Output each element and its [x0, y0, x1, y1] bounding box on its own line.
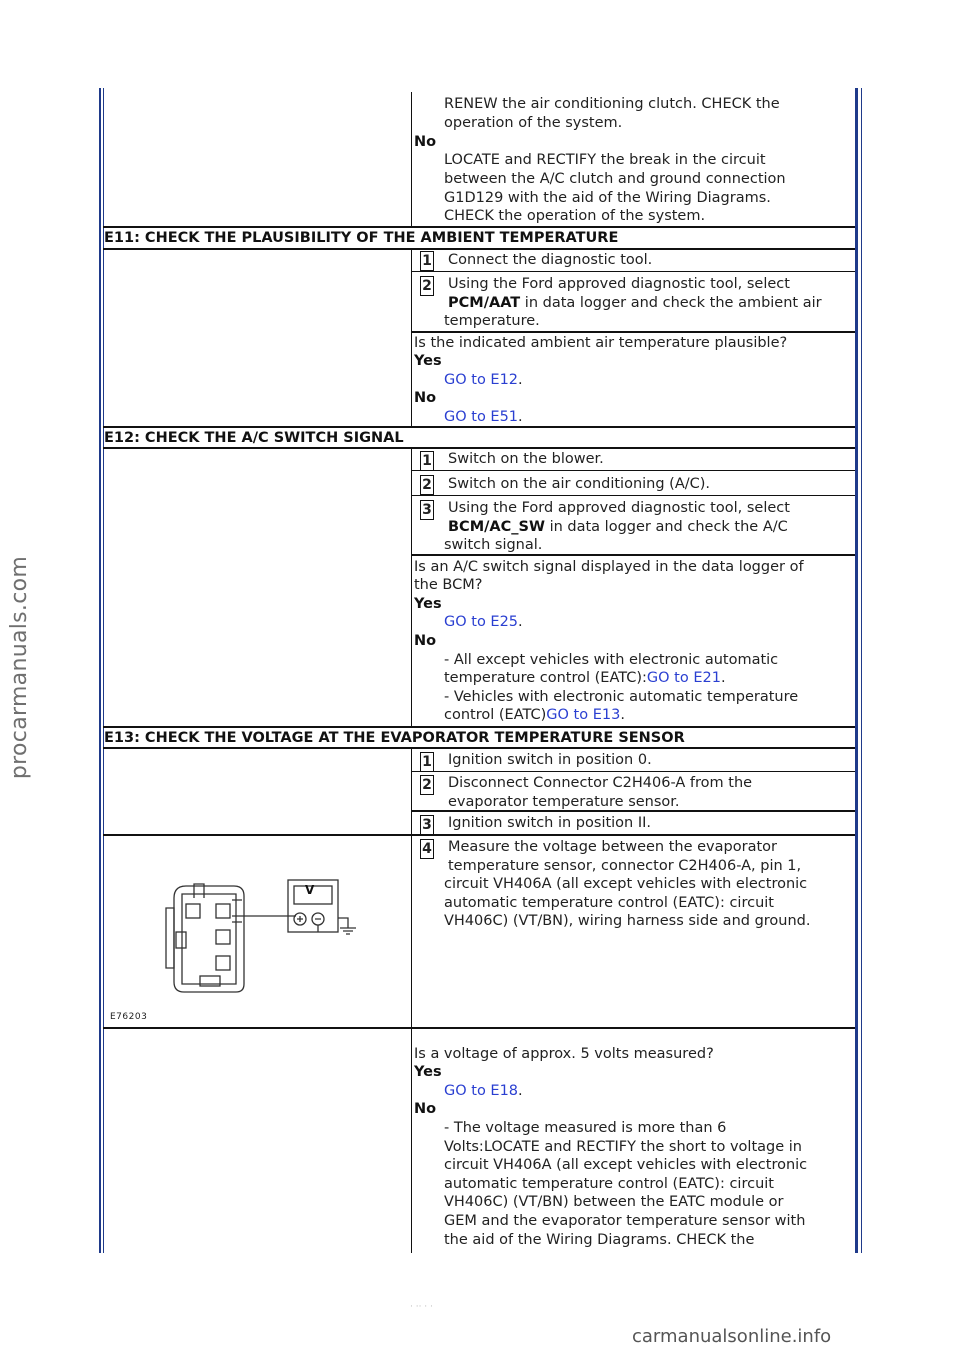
row-divider [412, 271, 855, 272]
step-number: 2 [420, 475, 434, 495]
step-number: 1 [420, 451, 434, 471]
column-divider [411, 447, 412, 726]
go-to-e21-link[interactable]: GO to E21 [646, 670, 721, 686]
row-divider [412, 331, 855, 333]
e12-no-a-line-2: temperature control (EATC):GO to E21. [444, 670, 726, 686]
top-no-line-3: G1D129 with the aid of the Wiring Diagrams. [444, 190, 771, 206]
e12-no-label: No [414, 633, 437, 649]
go-to-e25-link[interactable]: GO to E25 [444, 614, 519, 630]
left-border-inner [103, 88, 104, 1253]
column-divider [411, 248, 412, 426]
e11-step-2-text: in data logger and check the ambient air [520, 295, 822, 311]
e13-step-3: Ignition switch in position II. [448, 815, 652, 831]
top-no-label: No [414, 134, 437, 150]
e12-no-b-line-2: control (EATC)GO to E13. [444, 707, 625, 723]
e13-step-1: Ignition switch in position 0. [448, 752, 652, 768]
left-border [99, 88, 101, 1253]
e11-step-2-menu: PCM/AAT [448, 295, 521, 311]
section-title-e13: E13: CHECK THE VOLTAGE AT THE EVAPORATOR TEMPERATURE SENSOR [104, 730, 685, 746]
figure-code: E76203 [110, 1012, 148, 1022]
row-divider [412, 470, 855, 471]
e11-yes-row: GO to E12. [444, 372, 523, 388]
e12-step-2: Switch on the air conditioning (A/C). [448, 476, 711, 492]
page-number: · ·· · · [410, 1302, 433, 1312]
e13-yes-row: GO to E18. [444, 1083, 523, 1099]
row-divider [103, 1027, 855, 1029]
row-divider [103, 726, 855, 728]
e12-yes-row: GO to E25. [444, 614, 523, 630]
e13-no-line-7: the aid of the Wiring Diagrams. CHECK the [444, 1232, 755, 1248]
e13-step-4-line-5: VH406C) (VT/BN), wiring harness side and ground. [444, 913, 811, 929]
e13-step-2-line-2: evaporator temperature sensor. [448, 794, 680, 810]
step-number: 3 [420, 815, 434, 835]
e11-yes-label: Yes [414, 353, 442, 369]
e13-question: Is a voltage of approx. 5 volts measured? [414, 1046, 714, 1062]
e13-step-4-line-3: circuit VH406A (all except vehicles with electronic [444, 876, 808, 892]
go-to-e18-link[interactable]: GO to E18 [444, 1083, 519, 1099]
top-renew-line-1: RENEW the air conditioning clutch. CHECK the [444, 96, 780, 112]
top-no-line-2: between the A/C clutch and ground connection [444, 171, 786, 187]
e12-step-3-text: in data logger and check the A/C [544, 519, 788, 535]
top-no-line-1: LOCATE and RECTIFY the break in the circuit [444, 152, 766, 168]
column-divider [411, 1029, 412, 1253]
e11-no-label: No [414, 390, 437, 406]
section-title-e11: E11: CHECK THE PLAUSIBILITY OF THE AMBIENT TEMPERATURE [104, 230, 619, 246]
step-number: 1 [420, 251, 434, 271]
connector-voltmeter-figure [104, 836, 410, 1026]
section-title-e12: E12: CHECK THE A/C SWITCH SIGNAL [104, 430, 404, 446]
step-number: 3 [420, 500, 434, 520]
e11-no-row: GO to E51. [444, 409, 523, 425]
e13-no-line-2: Volts:LOCATE and RECTIFY the short to voltage in [444, 1139, 802, 1155]
e12-yes-label: Yes [414, 596, 442, 612]
e13-no-label: No [414, 1101, 437, 1117]
e11-step-1: Connect the diagnostic tool. [448, 252, 653, 268]
e12-question-line-2: the BCM? [414, 577, 483, 593]
right-border-inner [861, 88, 862, 1253]
e12-no-b-line-1: - Vehicles with electronic automatic temperature [444, 689, 799, 705]
e11-step-2-line-1: Using the Ford approved diagnostic tool, select [448, 276, 790, 292]
e12-step-1: Switch on the blower. [448, 451, 604, 467]
e12-step-3-line-2 [448, 518, 788, 537]
row-divider [412, 771, 855, 772]
e12-step-3-line-1: Using the Ford approved diagnostic tool, select [448, 500, 790, 516]
top-no-line-4: CHECK the operation of the system. [444, 208, 706, 224]
e13-step-2-line-1: Disconnect Connector C2H406-A from the [448, 775, 753, 791]
footer-site: carmanualsonline.info [632, 1326, 832, 1347]
watermark: procarmanuals.com [7, 555, 33, 780]
go-to-e13-link[interactable]: GO to E13 [546, 707, 621, 723]
e11-question: Is the indicated ambient air temperature plausible? [414, 335, 788, 351]
e13-yes-label: Yes [414, 1064, 442, 1080]
e13-no-line-1: - The voltage measured is more than 6 [444, 1120, 727, 1136]
step-number: 2 [420, 276, 434, 296]
e13-no-line-6: GEM and the evaporator temperature sensor with [444, 1213, 806, 1229]
e13-no-line-3: circuit VH406A (all except vehicles with electronic [444, 1157, 808, 1173]
top-renew-line-2: operation of the system. [444, 115, 623, 131]
go-to-e12-link[interactable]: GO to E12 [444, 372, 519, 388]
e13-step-4-line-2: temperature sensor, connector C2H406-A, pin 1, [448, 858, 802, 874]
e11-step-2-line-3: temperature. [444, 313, 540, 329]
e13-step-4-line-4: automatic temperature control (EATC): circuit [444, 895, 774, 911]
row-divider [412, 495, 855, 496]
step-number: 2 [420, 775, 434, 795]
e11-step-2-line-2 [448, 294, 822, 313]
right-border [855, 88, 858, 1253]
voltmeter-label: V [305, 883, 315, 897]
e12-step-3-line-3: switch signal. [444, 537, 543, 553]
row-divider [103, 226, 855, 228]
step-number: 4 [420, 839, 434, 859]
e12-question-line-1: Is an A/C switch signal displayed in the data logger of [414, 559, 804, 575]
go-to-e51-link[interactable]: GO to E51 [444, 409, 519, 425]
step-number: 1 [420, 752, 434, 772]
e12-no-a-line-1: - All except vehicles with electronic automatic [444, 652, 779, 668]
e13-step-4-line-1: Measure the voltage between the evaporator [448, 839, 777, 855]
row-divider [103, 248, 855, 250]
e13-no-line-4: automatic temperature control (EATC): circuit [444, 1176, 774, 1192]
e13-no-line-5: VH406C) (VT/BN) between the EATC module or [444, 1194, 784, 1210]
column-divider [411, 92, 412, 226]
column-divider [411, 747, 412, 1028]
e12-step-3-menu: BCM/AC_SW [448, 519, 545, 535]
